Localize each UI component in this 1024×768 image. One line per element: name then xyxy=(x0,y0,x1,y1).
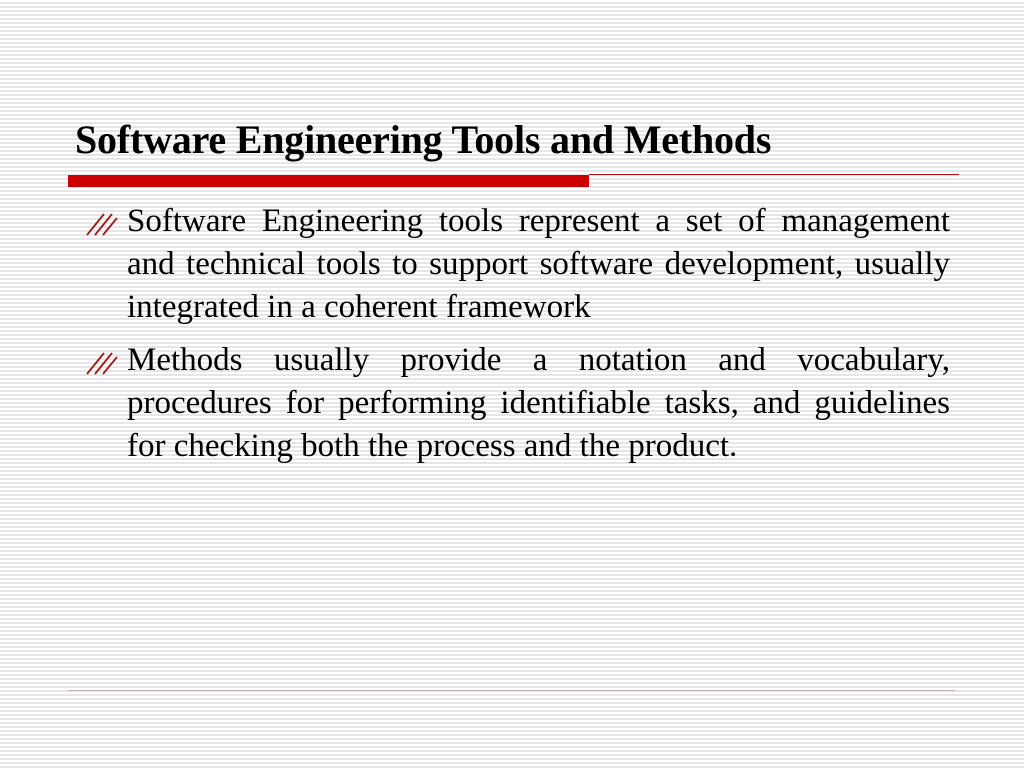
title-underline-thin xyxy=(589,174,959,175)
bullet-text: Methods usually provide a notation and vocabulary, procedures for performing identifiable tasks, and guidelines for checking both the process and the product. xyxy=(127,342,950,464)
footer-divider xyxy=(68,690,955,691)
bullet-list xyxy=(80,200,950,478)
bullet-text: Software Engineering tools represent a set of management and technical tools to support software development, usually integrated in a coherent framework xyxy=(127,203,950,325)
bullet-item xyxy=(80,200,950,329)
triple-slash-bullet-icon xyxy=(84,212,118,236)
bullet-item xyxy=(80,339,950,468)
slide-title: Software Engineering Tools and Methods xyxy=(75,117,772,162)
triple-slash-bullet-icon xyxy=(84,351,118,375)
title-underline-thick xyxy=(68,175,589,187)
